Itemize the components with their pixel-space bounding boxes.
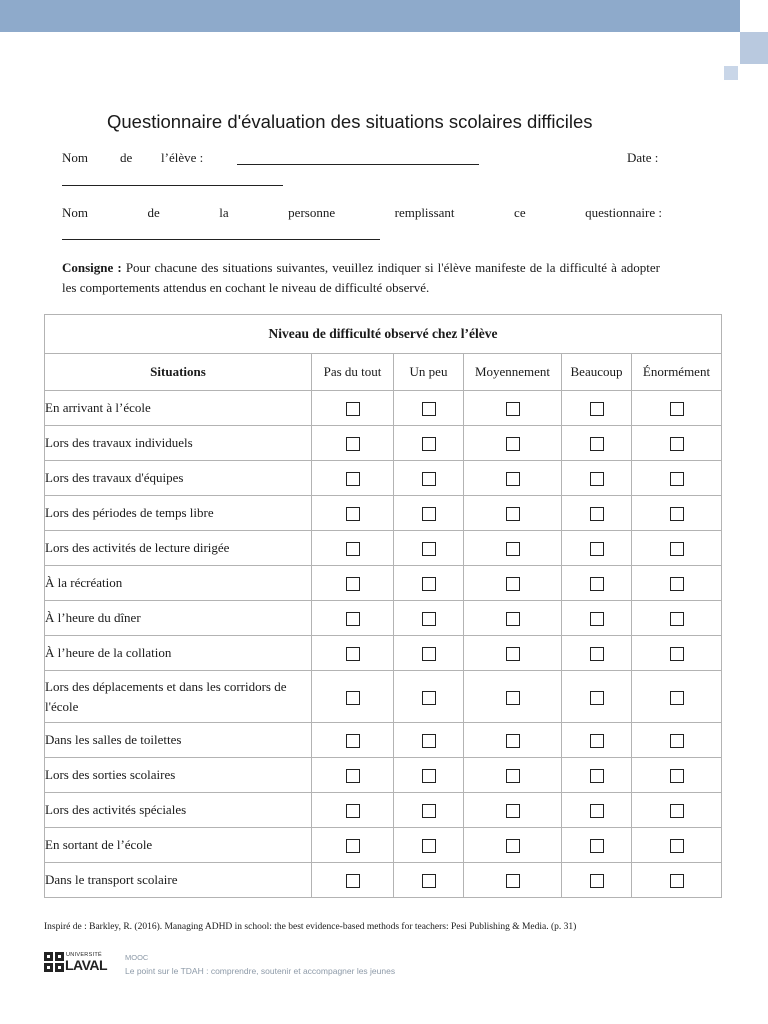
checkbox-cell (312, 496, 394, 531)
label-word: l’élève : (161, 150, 204, 165)
table-row (45, 601, 722, 636)
course-subtitle: Le point sur le TDAH : comprendre, soutenir et accompagner les jeunes (125, 966, 396, 976)
situation-label: Dans le transport scolaire (45, 863, 312, 898)
checkbox-cell (394, 601, 464, 636)
checkbox-cell (562, 531, 632, 566)
laval-crest-icon (44, 952, 64, 972)
table-row (45, 461, 722, 496)
instructions (62, 258, 660, 298)
checkbox-cell (464, 426, 562, 461)
difficulty-checkbox[interactable] (346, 839, 360, 853)
difficulty-checkbox[interactable] (422, 472, 436, 486)
checkbox-cell (632, 793, 722, 828)
checkbox-cell (632, 531, 722, 566)
checkbox-cell (464, 828, 562, 863)
checkbox-cell (464, 601, 562, 636)
table-row (45, 828, 722, 863)
difficulty-checkbox[interactable] (422, 647, 436, 661)
label-word: la (219, 205, 229, 220)
decorative-square-small (724, 66, 738, 80)
checkbox-cell (394, 636, 464, 671)
checkbox-cell (562, 566, 632, 601)
situation-label: Dans les salles de toilettes (45, 723, 312, 758)
checkbox-cell (562, 758, 632, 793)
page-title: Questionnaire d'évaluation des situations scolaires difficiles (107, 111, 593, 132)
logo-laval-text: LAVAL (65, 957, 108, 973)
checkbox-cell (632, 391, 722, 426)
situation-label: Lors des activités spéciales (45, 793, 312, 828)
difficulty-checkbox[interactable] (670, 577, 684, 591)
difficulty-checkbox[interactable] (670, 647, 684, 661)
checkbox-cell (394, 863, 464, 898)
checkbox-cell (464, 793, 562, 828)
table-row (45, 426, 722, 461)
difficulty-checkbox[interactable] (590, 839, 604, 853)
label-word: Nom (62, 150, 88, 165)
checkbox-cell (632, 636, 722, 671)
checkbox-cell (312, 758, 394, 793)
checkbox-cell (632, 496, 722, 531)
checkbox-cell (632, 863, 722, 898)
table-row (45, 496, 722, 531)
difficulty-checkbox[interactable] (506, 437, 520, 451)
difficulty-checkbox[interactable] (670, 804, 684, 818)
difficulty-checkbox[interactable] (506, 691, 520, 705)
situation-label: Lors des travaux d'équipes (45, 461, 312, 496)
checkbox-cell (632, 601, 722, 636)
difficulty-checkbox[interactable] (670, 691, 684, 705)
difficulty-checkbox[interactable] (670, 437, 684, 451)
difficulty-checkbox[interactable] (506, 542, 520, 556)
difficulty-checkbox[interactable] (346, 874, 360, 888)
level-header: Moyennement (464, 354, 562, 391)
table-row (45, 863, 722, 898)
difficulty-checkbox[interactable] (346, 577, 360, 591)
situation-label: À la récréation (45, 566, 312, 601)
difficulty-checkbox[interactable] (506, 874, 520, 888)
difficulty-checkbox[interactable] (590, 612, 604, 626)
situation-label: Lors des activités de lecture dirigée (45, 531, 312, 566)
checkbox-cell (562, 636, 632, 671)
level-header: Pas du tout (312, 354, 394, 391)
checkbox-cell (312, 531, 394, 566)
difficulty-checkbox[interactable] (590, 874, 604, 888)
checkbox-cell (394, 496, 464, 531)
checkbox-cell (464, 671, 562, 723)
label-word: remplissant (394, 205, 455, 220)
checkbox-cell (464, 391, 562, 426)
checkbox-cell (562, 601, 632, 636)
difficulty-checkbox[interactable] (422, 542, 436, 556)
difficulty-checkbox[interactable] (422, 437, 436, 451)
checkbox-cell (394, 793, 464, 828)
difficulty-checkbox[interactable] (590, 647, 604, 661)
checkbox-cell (562, 863, 632, 898)
difficulty-checkbox[interactable] (422, 769, 436, 783)
checkbox-cell (312, 793, 394, 828)
date-line[interactable] (62, 185, 283, 186)
respondent-name-field (62, 205, 662, 223)
difficulty-checkbox[interactable] (506, 507, 520, 521)
checkbox-cell (632, 723, 722, 758)
difficulty-checkbox[interactable] (506, 472, 520, 486)
instructions-label: Consigne : (62, 260, 122, 275)
difficulty-checkbox[interactable] (590, 734, 604, 748)
date-label: Date : (627, 150, 659, 165)
difficulty-checkbox[interactable] (422, 839, 436, 853)
difficulty-checkbox[interactable] (346, 769, 360, 783)
checkbox-cell (562, 391, 632, 426)
difficulty-checkbox[interactable] (506, 402, 520, 416)
checkbox-cell (562, 723, 632, 758)
difficulty-checkbox[interactable] (670, 472, 684, 486)
checkbox-cell (464, 496, 562, 531)
checkbox-cell (394, 723, 464, 758)
difficulty-checkbox[interactable] (346, 734, 360, 748)
difficulty-checkbox[interactable] (346, 542, 360, 556)
checkbox-cell (632, 671, 722, 723)
checkbox-cell (312, 601, 394, 636)
difficulty-checkbox[interactable] (422, 402, 436, 416)
label-word: Nom (62, 205, 88, 220)
difficulty-checkbox[interactable] (590, 507, 604, 521)
checkbox-cell (464, 461, 562, 496)
difficulty-checkbox[interactable] (590, 542, 604, 556)
difficulty-checkbox[interactable] (346, 437, 360, 451)
label-word: ce (514, 205, 526, 220)
checkbox-cell (312, 671, 394, 723)
student-name-line[interactable] (237, 164, 479, 165)
difficulty-checkbox[interactable] (422, 507, 436, 521)
checkbox-cell (312, 566, 394, 601)
difficulty-checkbox[interactable] (590, 437, 604, 451)
checkbox-cell (312, 461, 394, 496)
difficulty-checkbox[interactable] (346, 691, 360, 705)
table-row (45, 636, 722, 671)
table-row (45, 671, 722, 723)
situation-label: Lors des périodes de temps libre (45, 496, 312, 531)
difficulty-checkbox[interactable] (590, 804, 604, 818)
situation-label: Lors des sorties scolaires (45, 758, 312, 793)
table-row (45, 566, 722, 601)
table-row (45, 758, 722, 793)
difficulty-checkbox[interactable] (670, 402, 684, 416)
label-word: de (120, 150, 133, 165)
difficulty-checkbox[interactable] (590, 577, 604, 591)
difficulty-checkbox[interactable] (670, 507, 684, 521)
checkbox-cell (394, 531, 464, 566)
instructions-text: Pour chacune des situations suivantes, veuillez indiquer si l'élève manifeste de la difficulté à adopter les comportements attendus en cochant le niveau de difficulté observé. (62, 260, 660, 295)
checkbox-cell (394, 566, 464, 601)
source-citation: Inspiré de : Barkley, R. (2016). Managing ADHD in school: the best evidence-based methods for teachers: Pesi Publishing & Media. (p. 31) (44, 922, 577, 932)
difficulty-checkbox[interactable] (346, 507, 360, 521)
situation-label: Lors des travaux individuels (45, 426, 312, 461)
checkbox-cell (632, 758, 722, 793)
level-header: Énormément (632, 354, 722, 391)
checkbox-cell (562, 426, 632, 461)
difficulty-checkbox[interactable] (506, 612, 520, 626)
difficulty-checkbox[interactable] (506, 769, 520, 783)
difficulty-checkbox[interactable] (346, 804, 360, 818)
label-word: questionnaire : (585, 205, 662, 220)
checkbox-cell (312, 391, 394, 426)
checkbox-cell (312, 863, 394, 898)
difficulty-checkbox[interactable] (670, 839, 684, 853)
difficulty-checkbox[interactable] (422, 874, 436, 888)
difficulty-checkbox[interactable] (346, 612, 360, 626)
checkbox-cell (394, 828, 464, 863)
situation-label: Lors des déplacements et dans les corridors de l'école (45, 671, 312, 723)
mooc-label: MOOC (125, 953, 149, 962)
situation-label: En sortant de l’école (45, 828, 312, 863)
difficulty-checkbox[interactable] (346, 472, 360, 486)
situation-label: À l’heure de la collation (45, 636, 312, 671)
difficulty-checkbox[interactable] (670, 874, 684, 888)
difficulty-checkbox[interactable] (590, 402, 604, 416)
checkbox-cell (632, 461, 722, 496)
situation-label: En arrivant à l’école (45, 391, 312, 426)
checkbox-cell (464, 636, 562, 671)
checkbox-cell (632, 566, 722, 601)
checkbox-cell (562, 496, 632, 531)
decorative-square (740, 32, 768, 64)
situation-label: À l’heure du dîner (45, 601, 312, 636)
difficulty-checkbox[interactable] (670, 769, 684, 783)
difficulty-checkbox[interactable] (422, 577, 436, 591)
checkbox-cell (312, 636, 394, 671)
difficulty-checkbox[interactable] (670, 734, 684, 748)
checkbox-cell (312, 828, 394, 863)
difficulty-checkbox[interactable] (422, 804, 436, 818)
label-word: de (147, 205, 160, 220)
level-header: Beaucoup (562, 354, 632, 391)
checkbox-cell (464, 531, 562, 566)
checkbox-cell (632, 426, 722, 461)
difficulty-checkbox[interactable] (590, 472, 604, 486)
checkbox-cell (464, 723, 562, 758)
universite-laval-logo (44, 951, 106, 975)
checkbox-cell (562, 461, 632, 496)
checkbox-cell (394, 461, 464, 496)
checkbox-cell (562, 793, 632, 828)
table-main-header: Niveau de difficulté observé chez l’élève (45, 315, 722, 354)
difficulty-checkbox[interactable] (670, 612, 684, 626)
table-row (45, 531, 722, 566)
difficulty-checkbox[interactable] (506, 577, 520, 591)
difficulty-checkbox[interactable] (422, 612, 436, 626)
checkbox-cell (632, 828, 722, 863)
checkbox-cell (464, 566, 562, 601)
checkbox-cell (394, 758, 464, 793)
checkbox-cell (394, 671, 464, 723)
table-row (45, 793, 722, 828)
checkbox-cell (464, 758, 562, 793)
checkbox-cell (394, 426, 464, 461)
difficulty-checkbox[interactable] (590, 691, 604, 705)
logo-university-text: UNIVERSITÉ (66, 952, 103, 958)
checkbox-cell (312, 426, 394, 461)
difficulty-checkbox[interactable] (346, 647, 360, 661)
difficulty-checkbox[interactable] (346, 402, 360, 416)
checkbox-cell (464, 863, 562, 898)
top-banner (0, 0, 740, 32)
difficulty-table (44, 314, 722, 898)
situations-header: Situations (45, 354, 312, 391)
difficulty-checkbox[interactable] (670, 542, 684, 556)
checkbox-cell (312, 723, 394, 758)
difficulty-checkbox[interactable] (590, 769, 604, 783)
checkbox-cell (394, 391, 464, 426)
respondent-name-line[interactable] (62, 239, 380, 240)
student-name-field (62, 150, 662, 168)
table-row (45, 391, 722, 426)
difficulty-checkbox[interactable] (506, 839, 520, 853)
difficulty-checkbox[interactable] (506, 734, 520, 748)
table-row (45, 723, 722, 758)
difficulty-checkbox[interactable] (506, 647, 520, 661)
label-word: personne (288, 205, 336, 220)
difficulty-checkbox[interactable] (422, 734, 436, 748)
level-header: Un peu (394, 354, 464, 391)
checkbox-cell (562, 828, 632, 863)
checkbox-cell (562, 671, 632, 723)
difficulty-checkbox[interactable] (422, 691, 436, 705)
difficulty-checkbox[interactable] (506, 804, 520, 818)
